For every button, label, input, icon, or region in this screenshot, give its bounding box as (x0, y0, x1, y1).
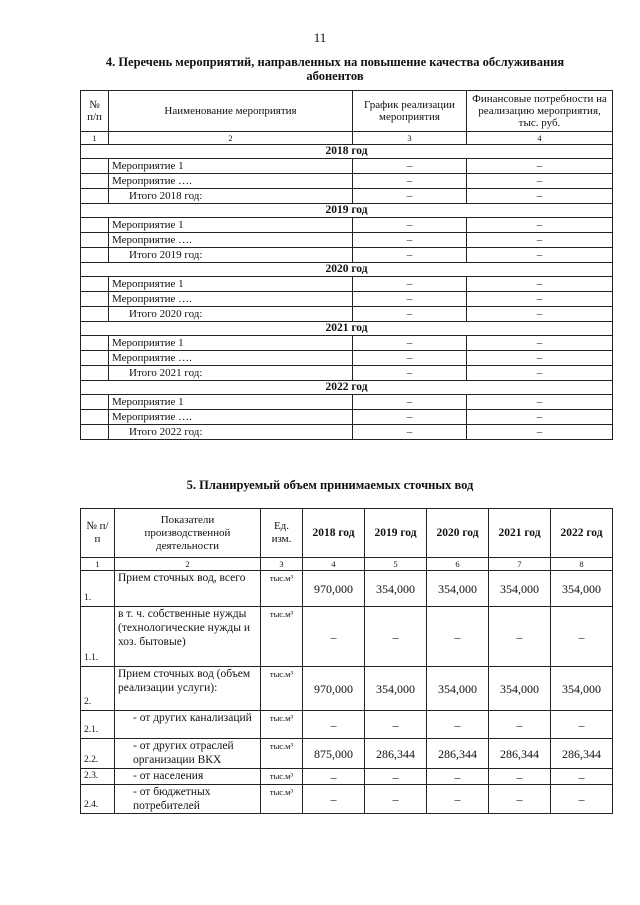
table-row (81, 769, 613, 785)
measure-name: Мероприятие 1 (109, 395, 353, 410)
table-row (81, 351, 613, 366)
header-num: № п/п (81, 509, 115, 558)
year-label: 2020 год (81, 263, 613, 277)
row-number (81, 159, 109, 174)
measure-name: Итого 2022 год: (109, 425, 353, 440)
finance-cell: – (467, 277, 613, 292)
row-number (81, 174, 109, 189)
unit-cell: тыс.м³ (261, 667, 303, 711)
finance-cell: – (467, 248, 613, 263)
header-name: Наименование мероприятия (109, 91, 353, 132)
finance-cell: – (467, 351, 613, 366)
indicator-name: Прием сточных вод (объем реализации услуги): (115, 667, 261, 711)
value-cell: – (427, 785, 489, 814)
column-number-row (81, 558, 613, 571)
row-number (81, 395, 109, 410)
value-cell: 354,000 (551, 571, 613, 607)
value-cell: 354,000 (365, 667, 427, 711)
value-cell: 286,344 (427, 739, 489, 769)
header-unit: Ед. изм. (261, 509, 303, 558)
unit-cell: тыс.м³ (261, 769, 303, 785)
table-row (81, 248, 613, 263)
row-number: 1.1. (81, 607, 115, 667)
indicator-name: - от населения (115, 769, 261, 785)
header-year: 2020 год (427, 509, 489, 558)
finance-cell: – (467, 307, 613, 322)
row-number (81, 292, 109, 307)
measure-name: Мероприятие …. (109, 351, 353, 366)
table-row (81, 366, 613, 381)
year-row (81, 145, 613, 159)
value-cell: – (303, 711, 365, 739)
finance-cell: – (467, 174, 613, 189)
finance-cell: – (467, 189, 613, 204)
table-row (81, 410, 613, 425)
row-number (81, 410, 109, 425)
value-cell: – (489, 607, 551, 667)
table-row (81, 233, 613, 248)
schedule-cell: – (353, 366, 467, 381)
schedule-cell: – (353, 233, 467, 248)
row-number (81, 248, 109, 263)
value-cell: 286,344 (551, 739, 613, 769)
wastewater-body (81, 571, 613, 814)
col-num-5: 5 (365, 558, 427, 571)
value-cell: 354,000 (427, 667, 489, 711)
year-row (81, 381, 613, 395)
value-cell: – (427, 711, 489, 739)
table-row (81, 785, 613, 814)
col-num-3: 3 (261, 558, 303, 571)
schedule-cell: – (353, 248, 467, 263)
row-number (81, 307, 109, 322)
header-year: 2019 год (365, 509, 427, 558)
value-cell: 354,000 (365, 571, 427, 607)
col-num-3: 3 (353, 132, 467, 145)
col-num-7: 7 (489, 558, 551, 571)
measure-name: Итого 2019 год: (109, 248, 353, 263)
unit-cell: тыс.м³ (261, 711, 303, 739)
value-cell: – (489, 711, 551, 739)
section5-title: 5. Планируемый объем принимаемых сточных вод (186, 478, 474, 492)
table-row (81, 425, 613, 440)
value-cell: – (365, 711, 427, 739)
finance-cell: – (467, 366, 613, 381)
header-year: 2018 год (303, 509, 365, 558)
col-num-2: 2 (115, 558, 261, 571)
measures-table (80, 90, 613, 440)
unit-cell: тыс.м³ (261, 607, 303, 667)
table-row (81, 218, 613, 233)
value-cell: – (365, 785, 427, 814)
row-number (81, 277, 109, 292)
table-row (81, 607, 613, 667)
measure-name: Мероприятие …. (109, 233, 353, 248)
table-row (81, 189, 613, 204)
schedule-cell: – (353, 174, 467, 189)
measure-name: Мероприятие …. (109, 410, 353, 425)
row-number: 2. (81, 667, 115, 711)
year-row (81, 322, 613, 336)
table-row (81, 307, 613, 322)
table-row (81, 711, 613, 739)
row-number (81, 233, 109, 248)
finance-cell: – (467, 410, 613, 425)
measure-name: Итого 2018 год: (109, 189, 353, 204)
value-cell: – (551, 711, 613, 739)
finance-cell: – (467, 233, 613, 248)
indicator-name: - от других канализаций (115, 711, 261, 739)
table-row (81, 292, 613, 307)
value-cell: 286,344 (365, 739, 427, 769)
row-number (81, 336, 109, 351)
header-year: 2021 год (489, 509, 551, 558)
table-row (81, 159, 613, 174)
column-number-row (81, 132, 613, 145)
wastewater-table (80, 508, 613, 814)
measure-name: Итого 2020 год: (109, 307, 353, 322)
header-indicator: Показатели производственной деятельности (115, 509, 261, 558)
value-cell: – (427, 607, 489, 667)
value-cell: 970,000 (303, 667, 365, 711)
value-cell: 354,000 (427, 571, 489, 607)
schedule-cell: – (353, 336, 467, 351)
value-cell: – (303, 769, 365, 785)
unit-cell: тыс.м³ (261, 571, 303, 607)
table-row (81, 571, 613, 607)
col-num-1: 1 (81, 558, 115, 571)
value-cell: – (365, 607, 427, 667)
col-num-1: 1 (81, 132, 109, 145)
header-year: 2022 год (551, 509, 613, 558)
schedule-cell: – (353, 410, 467, 425)
finance-cell: – (467, 292, 613, 307)
row-number: 2.3. (81, 769, 115, 785)
schedule-cell: – (353, 425, 467, 440)
page-number: 11 (313, 30, 327, 45)
col-num-4: 4 (303, 558, 365, 571)
finance-cell: – (467, 336, 613, 351)
row-number: 2.1. (81, 711, 115, 739)
year-row (81, 204, 613, 218)
schedule-cell: – (353, 159, 467, 174)
value-cell: – (551, 769, 613, 785)
row-number (81, 218, 109, 233)
row-number: 2.2. (81, 739, 115, 769)
col-num-4: 4 (467, 132, 613, 145)
measure-name: Мероприятие 1 (109, 336, 353, 351)
finance-cell: – (467, 425, 613, 440)
row-number: 2.4. (81, 785, 115, 814)
wastewater-header-row (81, 509, 613, 558)
row-number: 1. (81, 571, 115, 607)
measures-header-row (81, 91, 613, 132)
measure-name: Мероприятие 1 (109, 218, 353, 233)
table-row (81, 174, 613, 189)
table-row (81, 667, 613, 711)
measure-name: Мероприятие 1 (109, 277, 353, 292)
year-label: 2018 год (81, 145, 613, 159)
year-label: 2022 год (81, 381, 613, 395)
finance-cell: – (467, 395, 613, 410)
row-number (81, 366, 109, 381)
value-cell: – (551, 607, 613, 667)
year-label: 2021 год (81, 322, 613, 336)
schedule-cell: – (353, 292, 467, 307)
table-row (81, 336, 613, 351)
schedule-cell: – (353, 395, 467, 410)
table-row (81, 277, 613, 292)
indicator-name: - от бюджетных потребителей (115, 785, 261, 814)
schedule-cell: – (353, 307, 467, 322)
measure-name: Итого 2021 год: (109, 366, 353, 381)
year-row (81, 263, 613, 277)
measures-body (81, 145, 613, 440)
table-row (81, 395, 613, 410)
row-number (81, 425, 109, 440)
measure-name: Мероприятие …. (109, 292, 353, 307)
row-number (81, 189, 109, 204)
row-number (81, 351, 109, 366)
unit-cell: тыс.м³ (261, 739, 303, 769)
year-label: 2019 год (81, 204, 613, 218)
finance-cell: – (467, 218, 613, 233)
value-cell: 354,000 (551, 667, 613, 711)
col-num-2: 2 (109, 132, 353, 145)
indicator-name: в т. ч. собственные нужды (технологические нужды и хоз. бытовые) (115, 607, 261, 667)
measure-name: Мероприятие 1 (109, 159, 353, 174)
value-cell: 286,344 (489, 739, 551, 769)
section4-title: 4. Перечень мероприятий, направленных на повышение качества обслуживания абонентов (105, 55, 565, 83)
schedule-cell: – (353, 189, 467, 204)
col-num-6: 6 (427, 558, 489, 571)
value-cell: 354,000 (489, 571, 551, 607)
value-cell: – (427, 769, 489, 785)
schedule-cell: – (353, 277, 467, 292)
schedule-cell: – (353, 351, 467, 366)
header-finance: Финансовые потребности на реализацию мероприятия, тыс. руб. (467, 91, 613, 132)
table-row (81, 739, 613, 769)
unit-cell: тыс.м³ (261, 785, 303, 814)
indicator-name: Прием сточных вод, всего (115, 571, 261, 607)
value-cell: – (489, 785, 551, 814)
value-cell: 970,000 (303, 571, 365, 607)
col-num-8: 8 (551, 558, 613, 571)
schedule-cell: – (353, 218, 467, 233)
finance-cell: – (467, 159, 613, 174)
indicator-name: - от других отраслей организации ВКХ (115, 739, 261, 769)
value-cell: – (303, 607, 365, 667)
value-cell: – (365, 769, 427, 785)
header-num: № п/п (81, 91, 109, 132)
header-schedule: График реализации мероприятия (353, 91, 467, 132)
measure-name: Мероприятие …. (109, 174, 353, 189)
value-cell: 354,000 (489, 667, 551, 711)
value-cell: – (303, 785, 365, 814)
value-cell: – (489, 769, 551, 785)
value-cell: – (551, 785, 613, 814)
value-cell: 875,000 (303, 739, 365, 769)
